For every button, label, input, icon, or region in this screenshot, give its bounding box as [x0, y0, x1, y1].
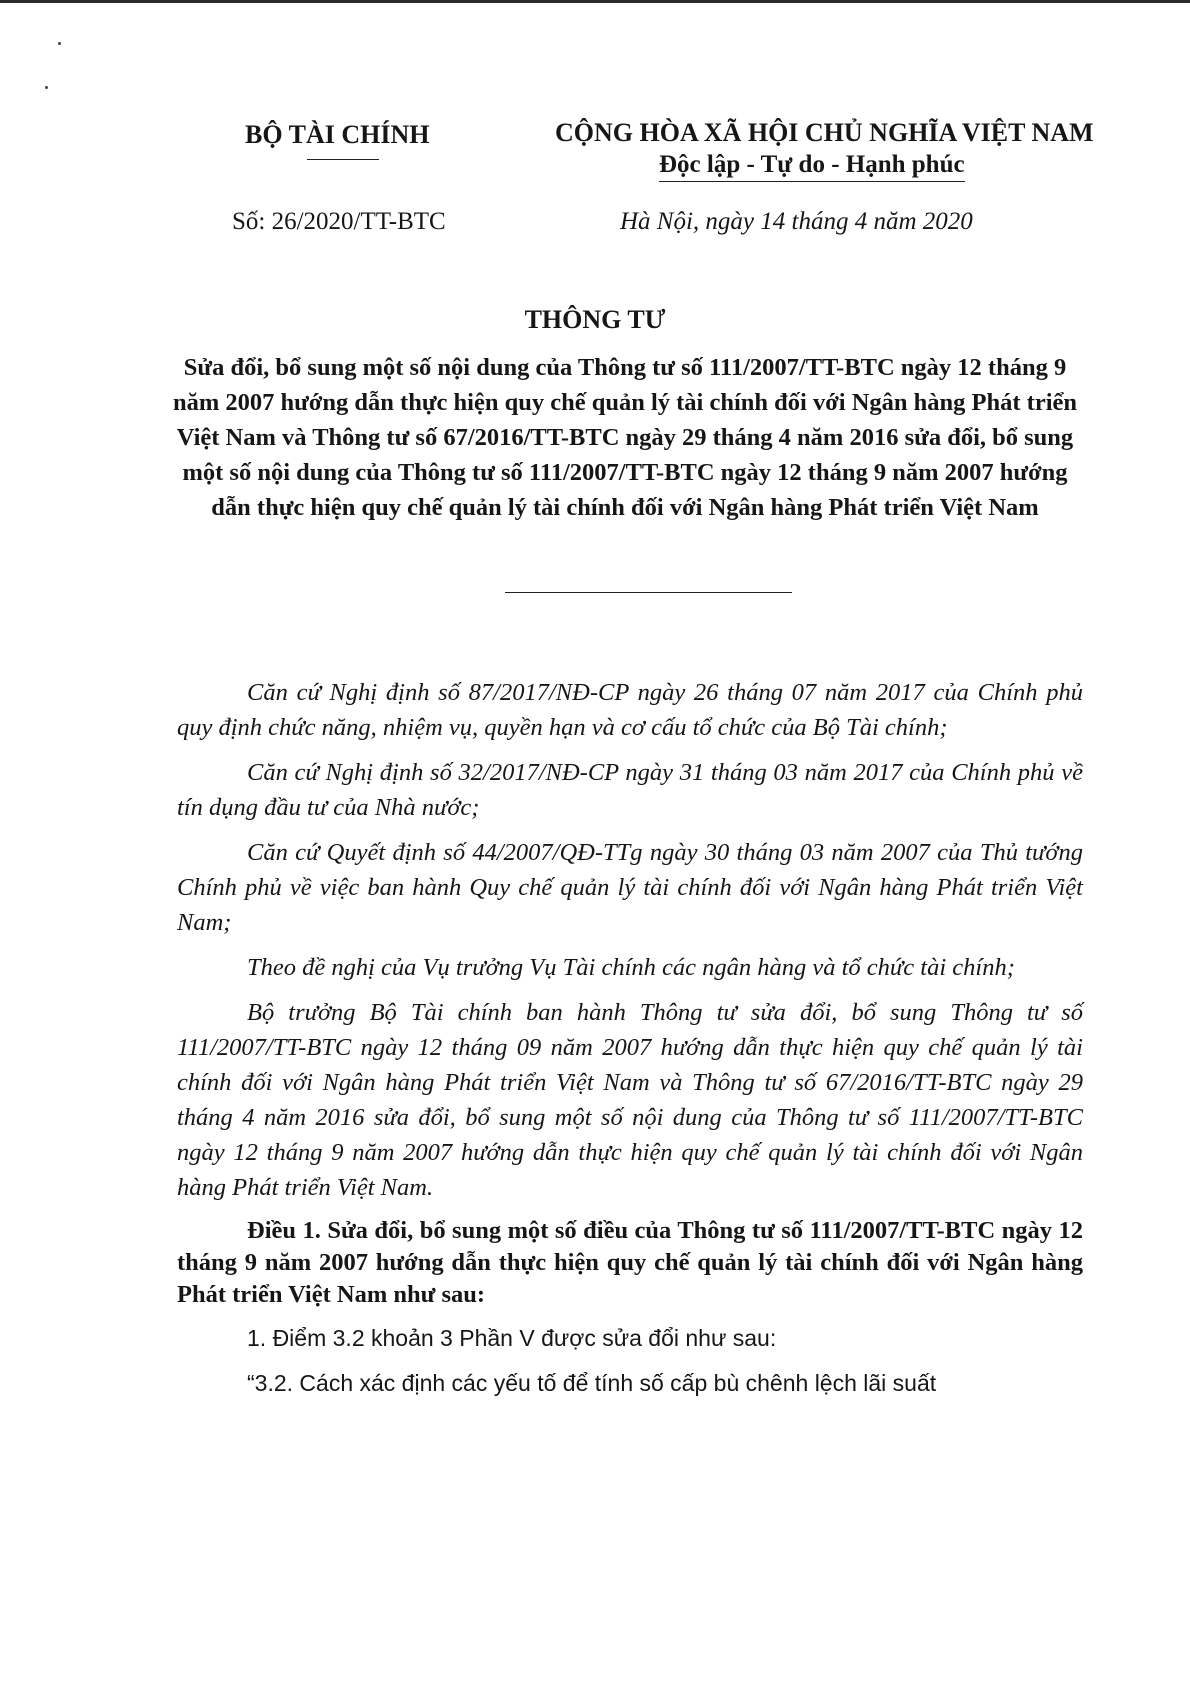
scan-speck — [45, 86, 48, 89]
agency-underline — [307, 159, 379, 160]
place-date: Hà Nội, ngày 14 tháng 4 năm 2020 — [620, 208, 973, 235]
document-type-title: THÔNG TƯ — [524, 305, 666, 334]
document-subject: Sửa đổi, bổ sung một số nội dung của Thông tư số 111/2007/TT-BTC ngày 12 tháng 9 năm 2007 hướng dẫn thực hiện quy chế quản lý tài chính đối với Ngân hàng Phát triển Việt Nam và Thông tư số 67/2016/TT-BTC ngày 29 tháng 4 năm 2016 sửa đổi, bổ sung một số nội dung của Thông tư số 111/2007/TT-BTC ngày 12 tháng 9 năm 2007 hướng dẫn thực hiện quy chế quản lý tài chính đối với Ngân hàng Phát triển Việt Nam — [172, 354, 1078, 521]
preamble-paragraph: Căn cứ Nghị định số 87/2017/NĐ-CP ngày 26 tháng 07 năm 2017 của Chính phủ quy định chức năng, nhiệm vụ, quyền hạn và cơ cấu tổ chức của Bộ Tài chính; — [177, 679, 1083, 741]
issuing-agency: BỘ TÀI CHÍNH — [245, 120, 430, 149]
preamble-paragraph: Căn cứ Quyết định số 44/2007/QĐ-TTg ngày 30 tháng 03 năm 2007 của Thủ tướng Chính phủ về việc ban hành Quy chế quản lý tài chính đối với Ngân hàng Phát triển Việt Nam; — [177, 839, 1083, 936]
national-title: CỘNG HÒA XÃ HỘI CHỦ NGHĨA VIỆT NAM — [555, 118, 1094, 147]
document-number: Số: 26/2020/TT-BTC — [232, 208, 446, 235]
national-motto: Độc lập - Tự do - Hạnh phúc — [659, 151, 965, 182]
article-1-heading: Điều 1. Sửa đổi, bổ sung một số điều của Thông tư số 111/2007/TT-BTC ngày 12 tháng 9 năm 2007 hướng dẫn thực hiện quy chế quản lý tài chính đối với Ngân hàng Phát triển Việt Nam như sau: — [177, 1217, 1083, 1308]
title-divider — [505, 592, 792, 593]
preamble-paragraph: Theo đề nghị của Vụ trưởng Vụ Tài chính các ngân hàng và tổ chức tài chính; — [247, 954, 1015, 981]
preamble-paragraph: Căn cứ Nghị định số 32/2017/NĐ-CP ngày 31 tháng 03 năm 2017 của Chính phủ về tín dụng đầu tư của Nhà nước; — [177, 759, 1083, 821]
scan-border-top — [0, 0, 1190, 3]
preamble-paragraph: Bộ trưởng Bộ Tài chính ban hành Thông tư sửa đổi, bổ sung Thông tư số 111/2007/TT-BTC ngày 12 tháng 09 năm 2007 hướng dẫn thực hiện quy chế quản lý tài chính đối với Ngân hàng Phát triển Việt Nam và Thông tư số 67/2016/TT-BTC ngày 29 tháng 4 năm 2016 sửa đổi, bổ sung một số nội dung của Thông tư số 111/2007/TT-BTC ngày 12 tháng 9 năm 2007 hướng dẫn thực hiện quy chế quản lý tài chính đối với Ngân hàng Phát triển Việt Nam. — [177, 999, 1083, 1201]
scan-speck — [58, 42, 61, 45]
article-1-item-1: 1. Điểm 3.2 khoản 3 Phần V được sửa đổi như sau: — [247, 1325, 777, 1351]
document-body — [177, 675, 1083, 1411]
article-1-quote: “3.2. Cách xác định các yếu tố để tính số cấp bù chênh lệch lãi suất — [247, 1370, 937, 1396]
